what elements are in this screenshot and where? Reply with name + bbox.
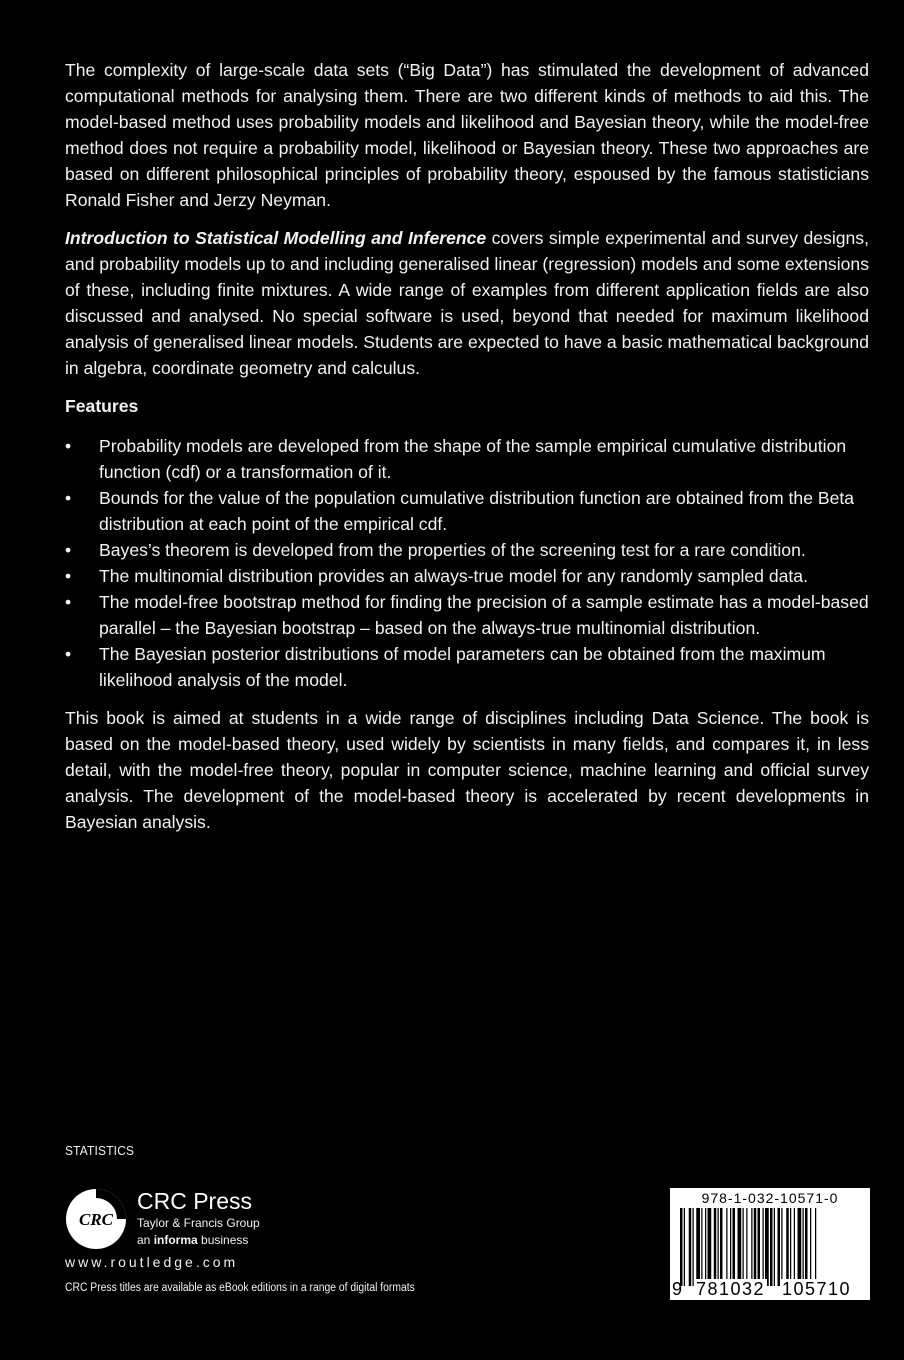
barcode-bar bbox=[730, 1208, 731, 1286]
barcode-bar bbox=[738, 1208, 742, 1286]
barcode-bar bbox=[805, 1208, 808, 1286]
book-description-paragraph bbox=[65, 225, 869, 381]
barcode-bar bbox=[803, 1208, 804, 1286]
features-heading: Features bbox=[65, 396, 139, 416]
bullet-icon: • bbox=[65, 436, 72, 456]
barcode-bar bbox=[714, 1208, 717, 1286]
barcode-bar bbox=[810, 1208, 811, 1286]
feature-item: • Probability models are developed from the shape of the sample empirical cumulative distribution function (cdf) or a transformation of it. bbox=[65, 433, 869, 485]
barcode-bar bbox=[786, 1208, 789, 1286]
feature-item: • Bounds for the value of the population cumulative distribution function are obtained from the Beta distribution at each point of the empirical cdf. bbox=[65, 485, 869, 537]
barcode-bar bbox=[794, 1208, 795, 1286]
barcode-bar bbox=[696, 1208, 700, 1286]
barcode-bar bbox=[746, 1208, 747, 1286]
informa-tagline: an informa business bbox=[137, 1233, 249, 1247]
barcode-bar bbox=[680, 1208, 683, 1286]
publisher-group: Taylor & Francis Group bbox=[137, 1216, 260, 1230]
barcode-bar bbox=[705, 1208, 706, 1286]
back-cover-text bbox=[65, 57, 869, 847]
features-list bbox=[65, 433, 869, 693]
barcode-bar bbox=[708, 1208, 712, 1286]
isbn-top-text: 978-1-032-10571-0 bbox=[701, 1190, 839, 1206]
barcode-bar bbox=[751, 1208, 752, 1286]
feature-item: • The multinomial distribution provides an always-true model for any randomly sampled data. bbox=[65, 563, 869, 589]
publisher-name: CRC Press bbox=[137, 1188, 253, 1214]
barcode-bar bbox=[774, 1208, 775, 1286]
book-title: Introduction to Statistical Modelling and Inference bbox=[65, 228, 487, 248]
barcode-bar bbox=[733, 1208, 736, 1286]
bullet-icon: • bbox=[65, 644, 72, 664]
crc-logo-text: CRC bbox=[78, 1210, 114, 1229]
bullet-icon: • bbox=[65, 592, 72, 612]
barcode-bar bbox=[684, 1208, 685, 1286]
book-description-text: covers simple experimental and survey designs, and probability models up to and including generalised linear (regression) models and some extensions of these, including finite mixtures. A wide range of examples from different application fields are also discussed and analysed. No special software is used, beyond that needed for maximum likelihood analysis of generalised linear models. Students are expected to have a basic mathematical background in algebra, coordinate geometry and calculus. bbox=[65, 228, 869, 378]
barcode-bar bbox=[758, 1208, 761, 1286]
audience-paragraph: This book is aimed at students in a wide range of disciplines including Data Science. The book is based on the model-based theory, used widely by scientists in many fields, and compares it, in less detail, with the model-free theory, popular in computer science, machine learning and official survey analysis. The development of the model-based theory is accelerated by recent developments in Bayesian analysis. bbox=[65, 708, 869, 832]
barcode-bar bbox=[701, 1208, 702, 1286]
bullet-icon: • bbox=[65, 488, 72, 508]
barcode-bar bbox=[781, 1208, 782, 1286]
bullet-icon: • bbox=[65, 566, 72, 586]
barcode-icon bbox=[678, 1208, 862, 1286]
barcode-bar bbox=[778, 1208, 781, 1286]
bullet-icon: • bbox=[65, 540, 72, 560]
barcode-bar bbox=[718, 1208, 719, 1286]
barcode-bar bbox=[798, 1208, 802, 1286]
barcode-bar bbox=[815, 1208, 816, 1286]
barcode-bar bbox=[765, 1208, 769, 1286]
intro-paragraph: The complexity of large-scale data sets (“Big Data”) has stimulated the development of advanced computational methods for analysing them. There are two different kinds of methods to aid this. The model-based method uses probability models and likelihood and Bayesian theory, while the model-free method does not require a probability model, likelihood or Bayesian theory. These two approaches are based on different philosophical principles of probability theory, espoused by the famous statisticians Ronald Fisher and Jerzy Neyman. bbox=[65, 60, 869, 210]
barcode-bar bbox=[720, 1208, 723, 1286]
isbn-barcode: 978-1-032-10571-0 9 781032 105710 bbox=[670, 1188, 870, 1300]
feature-item: • The model-free bootstrap method for finding the precision of a sample estimate has a model-based parallel – the Bayesian bootstrap – based on the always-true multinomial distribution. bbox=[65, 589, 869, 641]
ebook-note: CRC Press titles are available as eBook editions in a range of digital formats bbox=[65, 1282, 415, 1294]
publisher-block bbox=[65, 1188, 305, 1248]
barcode-bar bbox=[763, 1208, 764, 1286]
barcode-bar bbox=[754, 1208, 757, 1286]
barcode-bar bbox=[770, 1208, 773, 1286]
subject-category: STATISTICS bbox=[65, 1143, 135, 1158]
publisher-website: www.routledge.com bbox=[65, 1254, 239, 1270]
barcode-bar bbox=[689, 1208, 692, 1286]
feature-item: • The Bayesian posterior distributions of model parameters can be obtained from the maximum likelihood analysis of the model. bbox=[65, 641, 869, 693]
barcode-bar bbox=[693, 1208, 694, 1286]
crc-logo-icon bbox=[65, 1188, 127, 1250]
barcode-bar bbox=[726, 1208, 727, 1286]
barcode-bar bbox=[743, 1208, 744, 1286]
barcode-bar bbox=[790, 1208, 791, 1286]
feature-item: • Bayes’s theorem is developed from the properties of the screening test for a rare condition. bbox=[65, 537, 869, 563]
